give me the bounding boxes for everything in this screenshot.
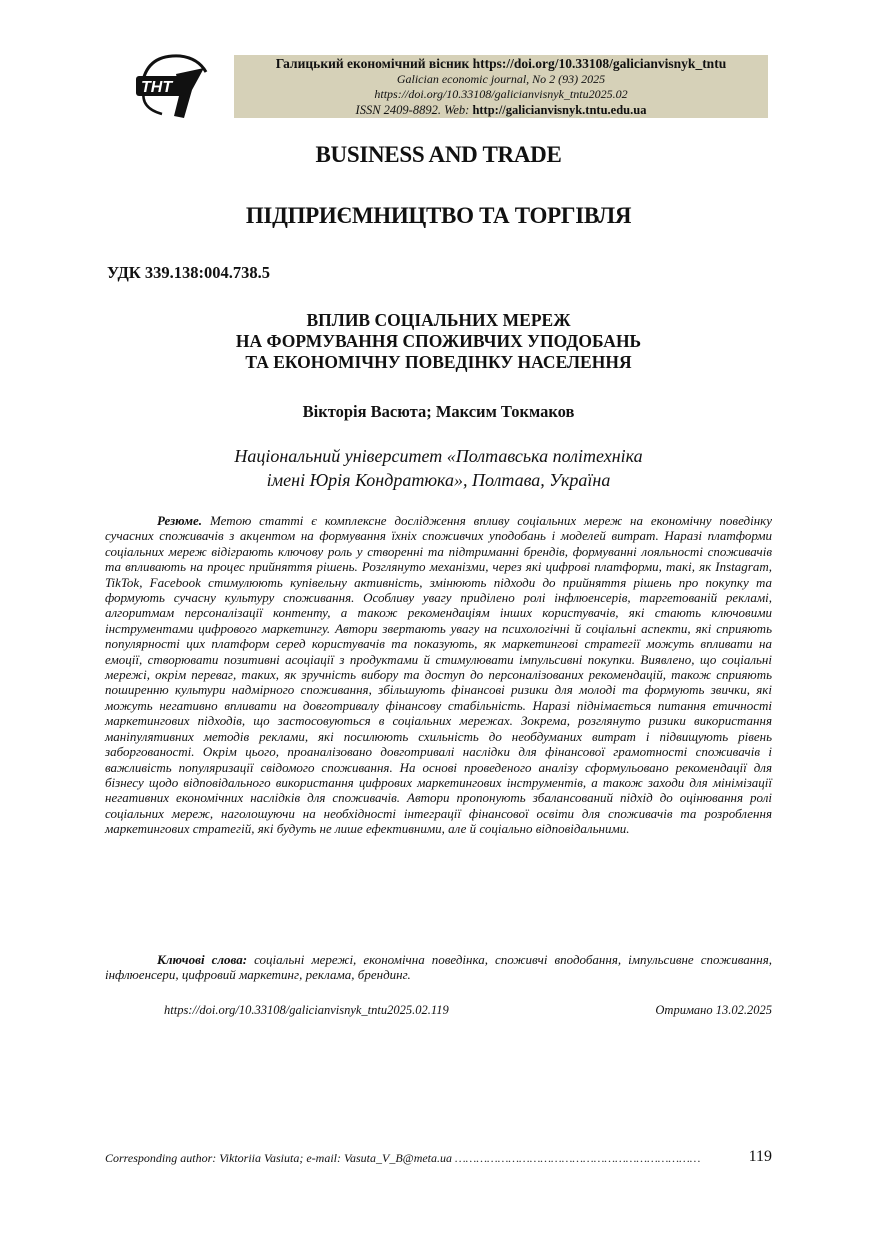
tntu-logo-icon bbox=[132, 50, 216, 120]
affiliation bbox=[0, 444, 877, 492]
section-title-en: BUSINESS AND TRADE bbox=[315, 142, 562, 167]
page-number: 119 bbox=[748, 1148, 772, 1165]
journal-name-line: Галицький економічний вісник https://doi.org/10.33108/galicianvisnyk_tntu bbox=[275, 56, 727, 71]
journal-logo bbox=[132, 50, 216, 120]
title-line-1: ВПЛИВ СОЦІАЛЬНИХ МЕРЕЖ bbox=[306, 310, 571, 330]
section-title-ua: ПІДПРИЄМНИЦТВО ТА ТОРГІВЛЯ bbox=[245, 203, 632, 228]
logo-text: ТНТ bbox=[141, 79, 173, 96]
corresponding-author: Corresponding author: Viktoriia Vasiuta; e-mail: Vasuta_V_B@meta.ua bbox=[105, 1151, 453, 1165]
title-line-2: НА ФОРМУВАННЯ СПОЖИВЧИХ УПОДОБАНЬ bbox=[235, 331, 642, 351]
footer-dots: …………………………………………………………… bbox=[455, 1151, 701, 1165]
title-line-3: ТА ЕКОНОМІЧНУ ПОВЕДІНКУ НАСЕЛЕННЯ bbox=[245, 352, 632, 372]
page-footer bbox=[105, 1148, 772, 1166]
affiliation-line-2: імені Юрія Кондратюка», Полтава, Україна bbox=[266, 470, 611, 490]
affiliation-line-1: Національний університет «Полтавська політехніка bbox=[234, 446, 643, 466]
article-doi-link[interactable]: https://doi.org/10.33108/galicianvisnyk_tntu2025.02.119 bbox=[164, 1003, 449, 1017]
keywords bbox=[105, 952, 772, 983]
abstract-label: Резюме. bbox=[157, 513, 203, 528]
abstract-text: Метою статті є комплексне дослідження впливу соціальних мереж на економічну поведінку сучасних споживачів з акцентом на формування їхніх споживчих уподобань і моделей витрат. Наразі платформи соціальних мереж відіграють ключову роль у створенні та підтриманні брендів, формуванні лояльності споживачів та впливають на процес прийняття рішень. Розглянуто механізми, через які цифрові платформи, такі, як Instagram, TikTok, Facebook стимулюють купівельну активність, змінюють підходи до прийняття рішень про покупку та формують сучасну культуру споживання. Особливу увагу приділено ролі інфлюенсерів, таргетованій рекламі, алгоритмам персоналізації контенту, а також рекомендаціям інших користувачів, які стають ключовими інструментами цифрового маркетингу. Автори звертають увагу на психологічні й соціальні аспекти, які сприяють популярності цих платформ серед користувачів та показують, як маркетингові стратегії можуть впливати на емоції, створювати позитивні асоціації з продуктами й стимулювати імпульсивні покупки. Виявлено, що соціальні мережі, окрім переваг, таких, як зручність вибору та доступ до персоналізованих рекомендацій, також сприяють поширенню культури надмірного споживання, збільшують фінансові ризики для молоді та формують звички, які можуть негативно впливати на довготривалу фінансову стабільність. Наразі піднімається питання етичності маркетингових підходів, що застосовуються в соціальних мережах. Зокрема, розглянуто ризики використання маніпулятивних методів реклами, які посилюють схильність до необдуманих витрат і підвищують рівень заборгованості. Окрім цього, проаналізовано довготривалі наслідки для фінансової грамотності споживачів і важливість популяризації свідомого споживання. На основі проведеного аналізу сформульовано рекомендації для бізнесу щодо відповідального використання цифрових маркетингових інструментів, а також заходи для мінімізації негативних економічних наслідків для споживачів. Автори пропонують збалансований підхід до оцінювання ролі соціальних мереж, наголошуючи на необхідності інтеграції фінансової освіти для споживачів та розроблення маркетингових стратегій, які будуть не лише ефективними, але й соціально відповідальними. bbox=[105, 513, 773, 837]
journal-web-link[interactable]: http://galicianvisnyk.tntu.edu.ua bbox=[472, 102, 647, 117]
abstract bbox=[105, 513, 772, 837]
journal-issn-line bbox=[234, 103, 768, 119]
issn-text: ISSN 2409-8892. Web: bbox=[355, 102, 470, 117]
authors: Вікторія Васюта; Максим Токмаков bbox=[302, 402, 575, 421]
article-title bbox=[0, 310, 877, 373]
keywords-label: Ключові слова: bbox=[157, 952, 248, 967]
keywords-text: соціальні мережі, економічна поведінка, споживчі вподобання, імпульсивне споживання, інфлюенсери, цифровий маркетинг, реклама, брендинг. bbox=[105, 952, 772, 983]
journal-header bbox=[234, 55, 768, 118]
udc-code: УДК 339.138:004.738.5 bbox=[107, 263, 271, 282]
journal-doi-line: https://doi.org/10.33108/galicianvisnyk_tntu2025.02 bbox=[374, 87, 628, 101]
journal-issue-line: Galician economic journal, No 2 (93) 2025 bbox=[396, 71, 606, 86]
received-date: Отримано 13.02.2025 bbox=[655, 1003, 772, 1017]
